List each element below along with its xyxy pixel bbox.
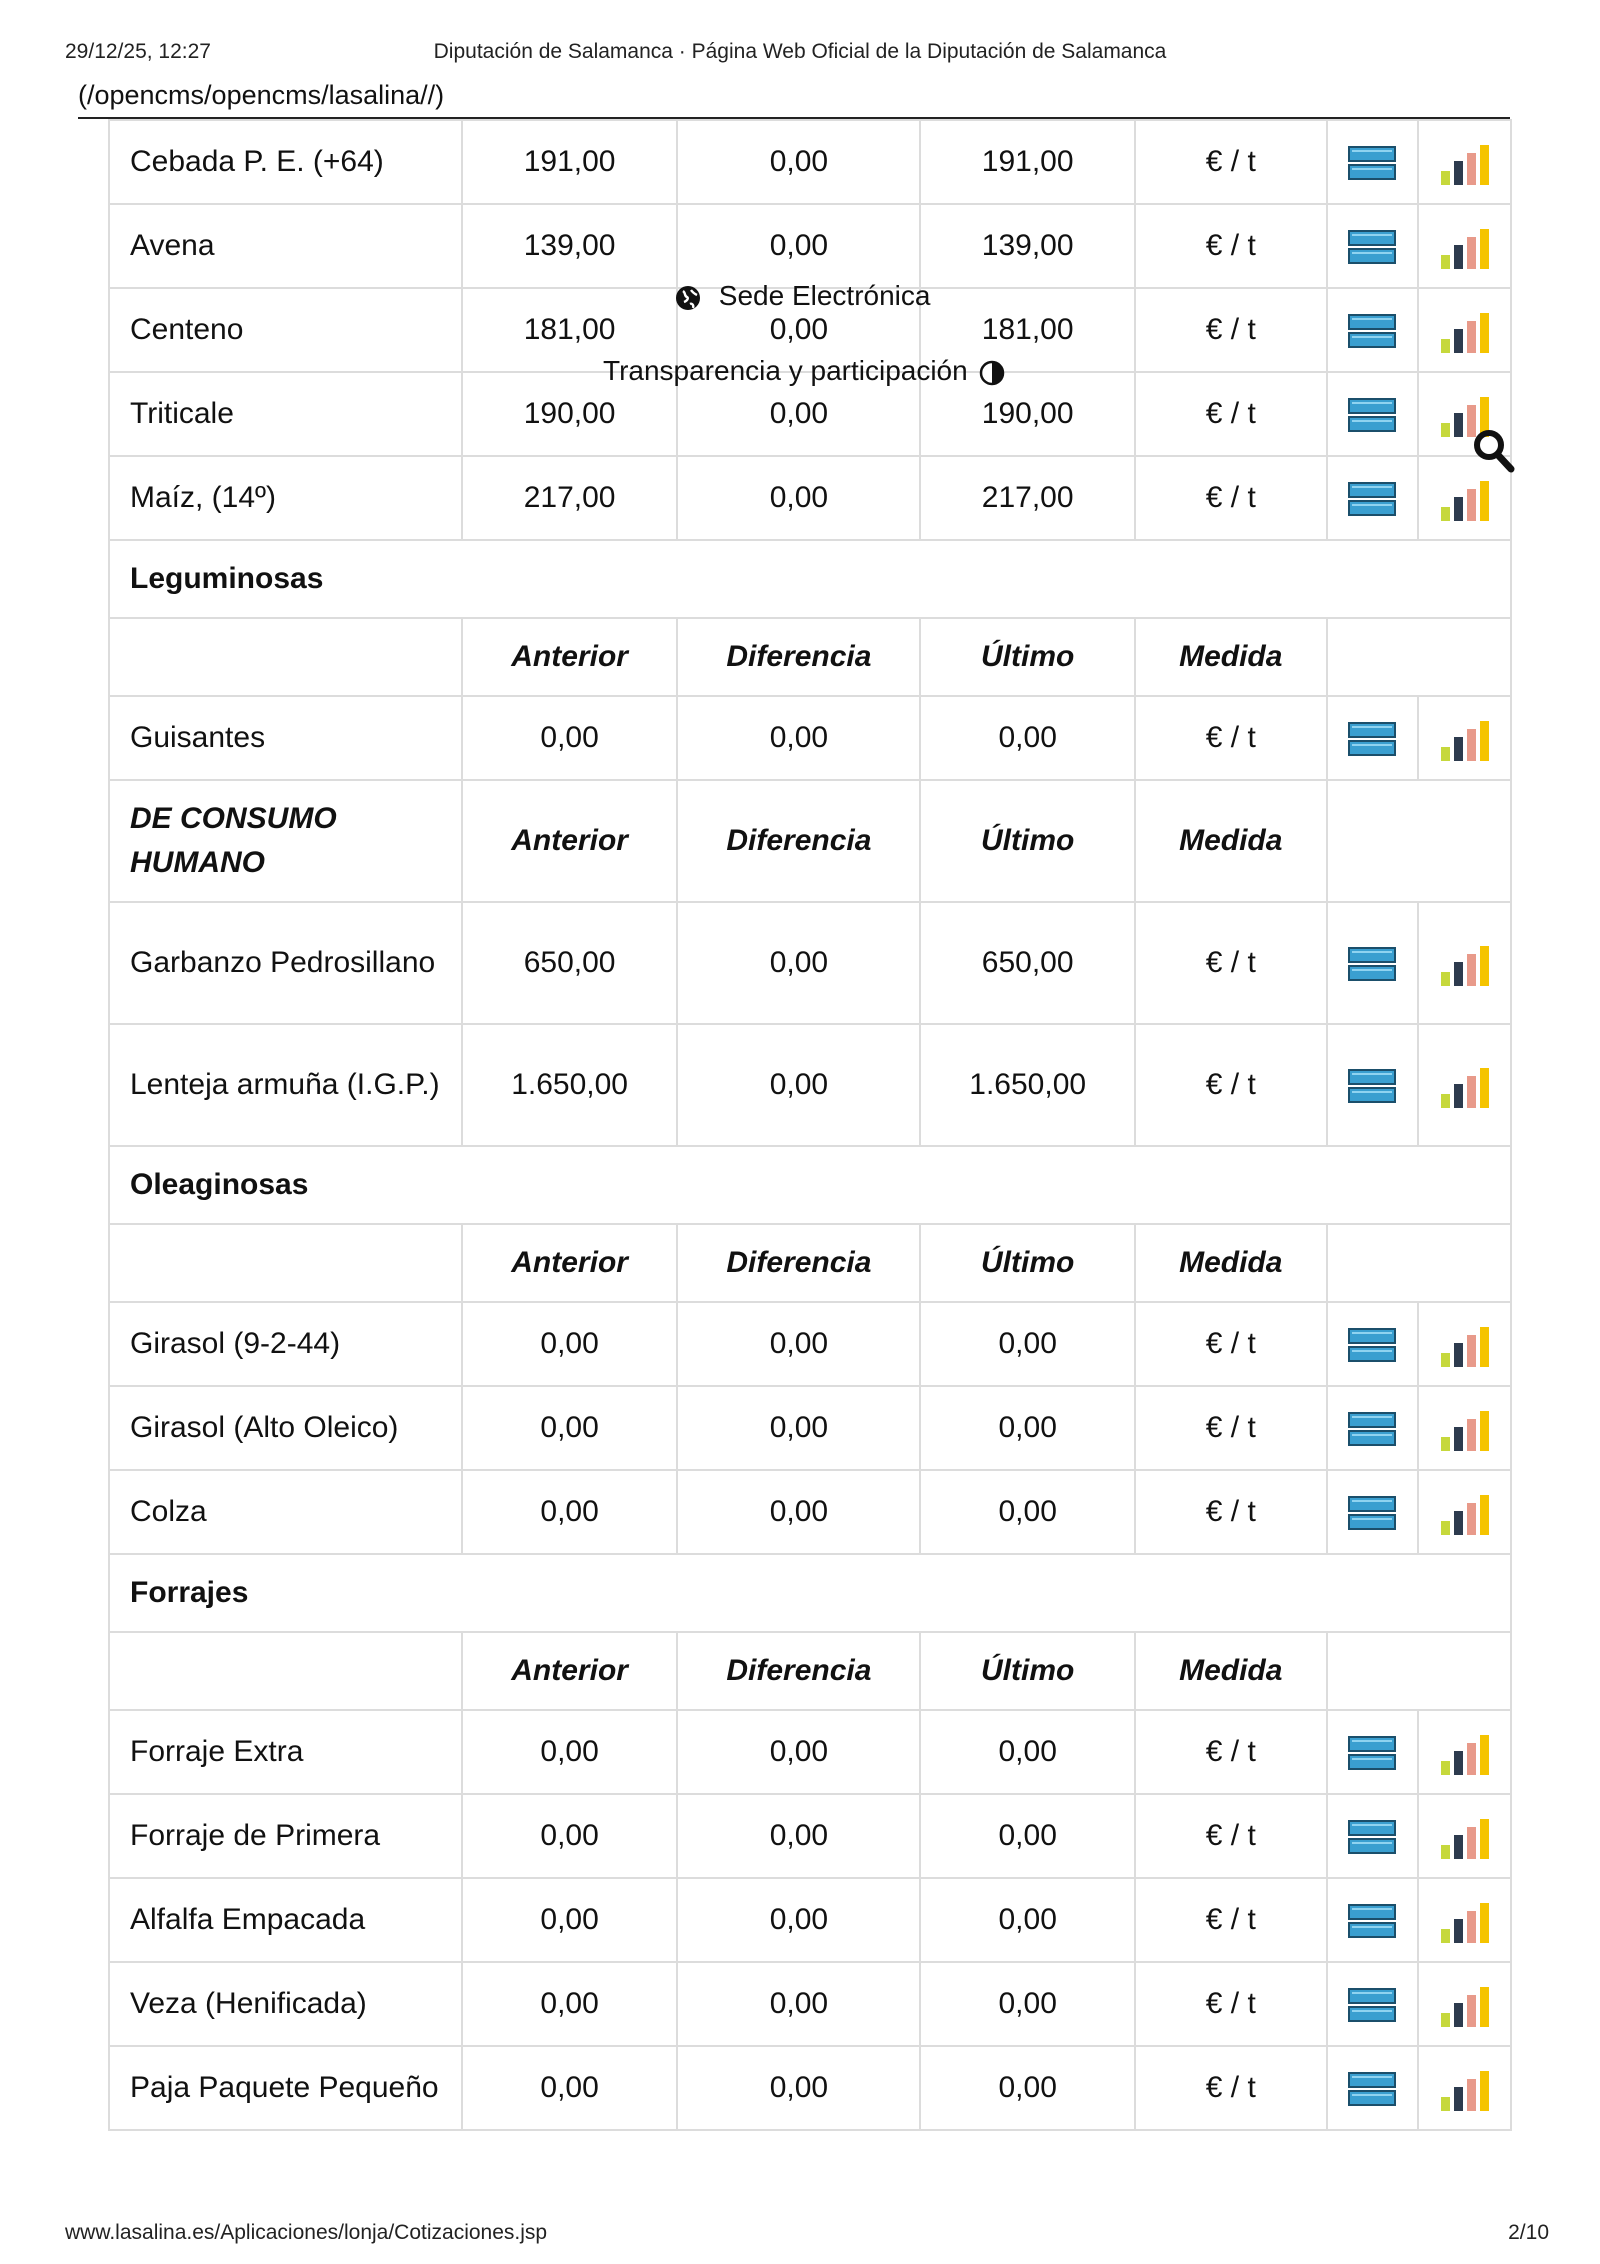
history-table-icon[interactable] <box>1327 902 1419 1024</box>
product-name: Maíz, (14º) <box>109 456 462 540</box>
value-anterior: 181,00 <box>462 288 678 372</box>
history-chart-icon[interactable] <box>1418 1878 1511 1962</box>
section-title: Oleaginosas <box>109 1146 1511 1224</box>
value-ultimo: 0,00 <box>920 1470 1135 1554</box>
table-row <box>109 1710 1511 1794</box>
value-diferencia: 0,00 <box>677 2046 920 2130</box>
table-row <box>109 1878 1511 1962</box>
value-anterior: 0,00 <box>462 1386 678 1470</box>
history-table-icon[interactable] <box>1327 204 1419 288</box>
table-row <box>109 1024 1511 1146</box>
table-row <box>109 1470 1511 1554</box>
product-name: Guisantes <box>109 696 462 780</box>
column-header-medida: Medida <box>1135 1224 1327 1302</box>
column-header-diferencia: Diferencia <box>677 618 920 696</box>
sede-electronica-link[interactable] <box>675 280 930 312</box>
history-table-icon[interactable] <box>1327 1470 1419 1554</box>
value-diferencia: 0,00 <box>677 1794 920 1878</box>
value-medida: € / t <box>1135 902 1327 1024</box>
column-header-row <box>109 780 1511 902</box>
value-medida: € / t <box>1135 1794 1327 1878</box>
transparencia-label: Transparencia y participación <box>603 355 968 386</box>
search-icon[interactable] <box>1472 428 1516 474</box>
value-diferencia: 0,00 <box>677 1024 920 1146</box>
history-chart-icon[interactable] <box>1418 1386 1511 1470</box>
value-anterior: 0,00 <box>462 1878 678 1962</box>
value-medida: € / t <box>1135 372 1327 456</box>
section-title-row <box>109 540 1511 618</box>
globe-icon <box>675 285 701 311</box>
column-header-empty <box>1327 780 1511 902</box>
value-anterior: 0,00 <box>462 1710 678 1794</box>
column-header-ultimo: Último <box>920 1224 1135 1302</box>
history-table-icon[interactable] <box>1327 2046 1419 2130</box>
column-header-anterior: Anterior <box>462 780 678 902</box>
column-header-ultimo: Último <box>920 1632 1135 1710</box>
value-ultimo: 0,00 <box>920 1878 1135 1962</box>
history-table-icon[interactable] <box>1327 696 1419 780</box>
history-chart-icon[interactable] <box>1418 1962 1511 2046</box>
history-table-icon[interactable] <box>1327 1878 1419 1962</box>
value-diferencia: 0,00 <box>677 696 920 780</box>
column-header-diferencia: Diferencia <box>677 1224 920 1302</box>
value-ultimo: 181,00 <box>920 288 1135 372</box>
quotes-table-body <box>109 120 1511 2130</box>
history-chart-icon[interactable] <box>1418 1302 1511 1386</box>
column-header-row <box>109 1224 1511 1302</box>
column-header-anterior: Anterior <box>462 1224 678 1302</box>
value-diferencia: 0,00 <box>677 1710 920 1794</box>
value-anterior: 650,00 <box>462 902 678 1024</box>
value-medida: € / t <box>1135 1962 1327 2046</box>
column-header-medida: Medida <box>1135 1632 1327 1710</box>
value-ultimo: 217,00 <box>920 456 1135 540</box>
value-ultimo: 0,00 <box>920 1794 1135 1878</box>
value-ultimo: 0,00 <box>920 1302 1135 1386</box>
value-diferencia: 0,00 <box>677 1878 920 1962</box>
value-medida: € / t <box>1135 2046 1327 2130</box>
history-chart-icon[interactable] <box>1418 696 1511 780</box>
product-name: Veza (Henificada) <box>109 1962 462 2046</box>
product-name: Avena <box>109 204 462 288</box>
section-title-row <box>109 1146 1511 1224</box>
history-table-icon[interactable] <box>1327 1710 1419 1794</box>
product-name: Lenteja armuña (I.G.P.) <box>109 1024 462 1146</box>
product-name: Paja Paquete Pequeño <box>109 2046 462 2130</box>
value-diferencia: 0,00 <box>677 456 920 540</box>
product-name: Forraje Extra <box>109 1710 462 1794</box>
history-chart-icon[interactable] <box>1418 288 1511 372</box>
history-table-icon[interactable] <box>1327 288 1419 372</box>
value-anterior: 217,00 <box>462 456 678 540</box>
column-header-anterior: Anterior <box>462 618 678 696</box>
history-chart-icon[interactable] <box>1418 1024 1511 1146</box>
table-row <box>109 1962 1511 2046</box>
value-anterior: 139,00 <box>462 204 678 288</box>
product-name: Cebada P. E. (+64) <box>109 120 462 204</box>
value-medida: € / t <box>1135 204 1327 288</box>
column-header-empty <box>1327 618 1511 696</box>
product-name: Centeno <box>109 288 462 372</box>
value-medida: € / t <box>1135 1302 1327 1386</box>
value-ultimo: 190,00 <box>920 372 1135 456</box>
product-name: Colza <box>109 1470 462 1554</box>
value-medida: € / t <box>1135 456 1327 540</box>
value-anterior: 0,00 <box>462 1302 678 1386</box>
value-diferencia: 0,00 <box>677 288 920 372</box>
history-table-icon[interactable] <box>1327 456 1419 540</box>
print-footer-url: www.lasalina.es/Aplicaciones/lonja/Cotizaciones.jsp <box>65 2221 548 2244</box>
table-row <box>109 1386 1511 1470</box>
value-diferencia: 0,00 <box>677 1302 920 1386</box>
table-row <box>109 120 1511 204</box>
value-anterior: 1.650,00 <box>462 1024 678 1146</box>
print-page-number: 2/10 <box>1508 2221 1549 2244</box>
value-ultimo: 650,00 <box>920 902 1135 1024</box>
column-header-label: DE CONSUMO HUMANO <box>109 780 462 902</box>
history-table-icon[interactable] <box>1327 1962 1419 2046</box>
value-ultimo: 0,00 <box>920 1710 1135 1794</box>
column-header-medida: Medida <box>1135 780 1327 902</box>
print-page-title: Diputación de Salamanca · Página Web Oficial de la Diputación de Salamanca <box>433 40 1167 63</box>
section-title-row <box>109 1554 1511 1632</box>
history-chart-icon[interactable] <box>1418 1710 1511 1794</box>
column-header-row <box>109 1632 1511 1710</box>
quotes-table <box>108 119 1512 2131</box>
product-name: Forraje de Primera <box>109 1794 462 1878</box>
product-name: Girasol (9-2-44) <box>109 1302 462 1386</box>
history-table-icon[interactable] <box>1327 1794 1419 1878</box>
table-row <box>109 456 1511 540</box>
history-chart-icon[interactable] <box>1418 120 1511 204</box>
history-table-icon[interactable] <box>1327 1386 1419 1470</box>
column-header-ultimo: Último <box>920 618 1135 696</box>
value-medida: € / t <box>1135 696 1327 780</box>
product-name: Garbanzo Pedrosillano <box>109 902 462 1024</box>
value-medida: € / t <box>1135 1386 1327 1470</box>
column-header-medida: Medida <box>1135 618 1327 696</box>
value-ultimo: 1.650,00 <box>920 1024 1135 1146</box>
value-medida: € / t <box>1135 1024 1327 1146</box>
column-header-diferencia: Diferencia <box>677 1632 920 1710</box>
table-row <box>109 2046 1511 2130</box>
history-table-icon[interactable] <box>1327 1024 1419 1146</box>
value-ultimo: 0,00 <box>920 1962 1135 2046</box>
value-medida: € / t <box>1135 1710 1327 1794</box>
table-row <box>109 1794 1511 1878</box>
breadcrumb-path-link[interactable]: (/opencms/opencms/lasalina//) <box>78 80 445 110</box>
value-anterior: 190,00 <box>462 372 678 456</box>
section-title: Forrajes <box>109 1554 1511 1632</box>
value-ultimo: 0,00 <box>920 696 1135 780</box>
history-table-icon[interactable] <box>1327 120 1419 204</box>
column-header-diferencia: Diferencia <box>677 780 920 902</box>
value-diferencia: 0,00 <box>677 120 920 204</box>
history-table-icon[interactable] <box>1327 1302 1419 1386</box>
column-header-label <box>109 618 462 696</box>
history-table-icon[interactable] <box>1327 372 1419 456</box>
value-ultimo: 0,00 <box>920 2046 1135 2130</box>
print-header <box>0 40 1600 70</box>
value-medida: € / t <box>1135 1470 1327 1554</box>
value-ultimo: 191,00 <box>920 120 1135 204</box>
value-diferencia: 0,00 <box>677 1386 920 1470</box>
column-header-label <box>109 1632 462 1710</box>
value-anterior: 191,00 <box>462 120 678 204</box>
column-header-ultimo: Último <box>920 780 1135 902</box>
value-medida: € / t <box>1135 120 1327 204</box>
transparencia-link[interactable] <box>603 355 1005 387</box>
value-anterior: 0,00 <box>462 2046 678 2130</box>
table-row <box>109 204 1511 288</box>
value-diferencia: 0,00 <box>677 1962 920 2046</box>
value-anterior: 0,00 <box>462 1470 678 1554</box>
table-row <box>109 696 1511 780</box>
column-header-empty <box>1327 1224 1511 1302</box>
value-diferencia: 0,00 <box>677 1470 920 1554</box>
value-anterior: 0,00 <box>462 696 678 780</box>
quotes-table-wrapper <box>108 119 1512 2213</box>
value-ultimo: 139,00 <box>920 204 1135 288</box>
history-chart-icon[interactable] <box>1418 902 1511 1024</box>
history-chart-icon[interactable] <box>1418 2046 1511 2130</box>
history-chart-icon[interactable] <box>1418 1794 1511 1878</box>
value-diferencia: 0,00 <box>677 372 920 456</box>
value-ultimo: 0,00 <box>920 1386 1135 1470</box>
product-name: Alfalfa Empacada <box>109 1878 462 1962</box>
sede-electronica-label: Sede Electrónica <box>718 280 931 311</box>
column-header-empty <box>1327 1632 1511 1710</box>
value-diferencia: 0,00 <box>677 204 920 288</box>
table-row <box>109 902 1511 1024</box>
value-anterior: 0,00 <box>462 1962 678 2046</box>
history-chart-icon[interactable] <box>1418 204 1511 288</box>
section-title: Leguminosas <box>109 540 1511 618</box>
product-name: Girasol (Alto Oleico) <box>109 1386 462 1470</box>
value-diferencia: 0,00 <box>677 902 920 1024</box>
value-medida: € / t <box>1135 1878 1327 1962</box>
column-header-anterior: Anterior <box>462 1632 678 1710</box>
contrast-icon[interactable] <box>979 360 1005 386</box>
column-header-label <box>109 1224 462 1302</box>
print-datetime: 29/12/25, 12:27 <box>65 40 211 63</box>
column-header-row <box>109 618 1511 696</box>
value-anterior: 0,00 <box>462 1794 678 1878</box>
product-name: Triticale <box>109 372 462 456</box>
value-medida: € / t <box>1135 288 1327 372</box>
history-chart-icon[interactable] <box>1418 1470 1511 1554</box>
table-row <box>109 1302 1511 1386</box>
